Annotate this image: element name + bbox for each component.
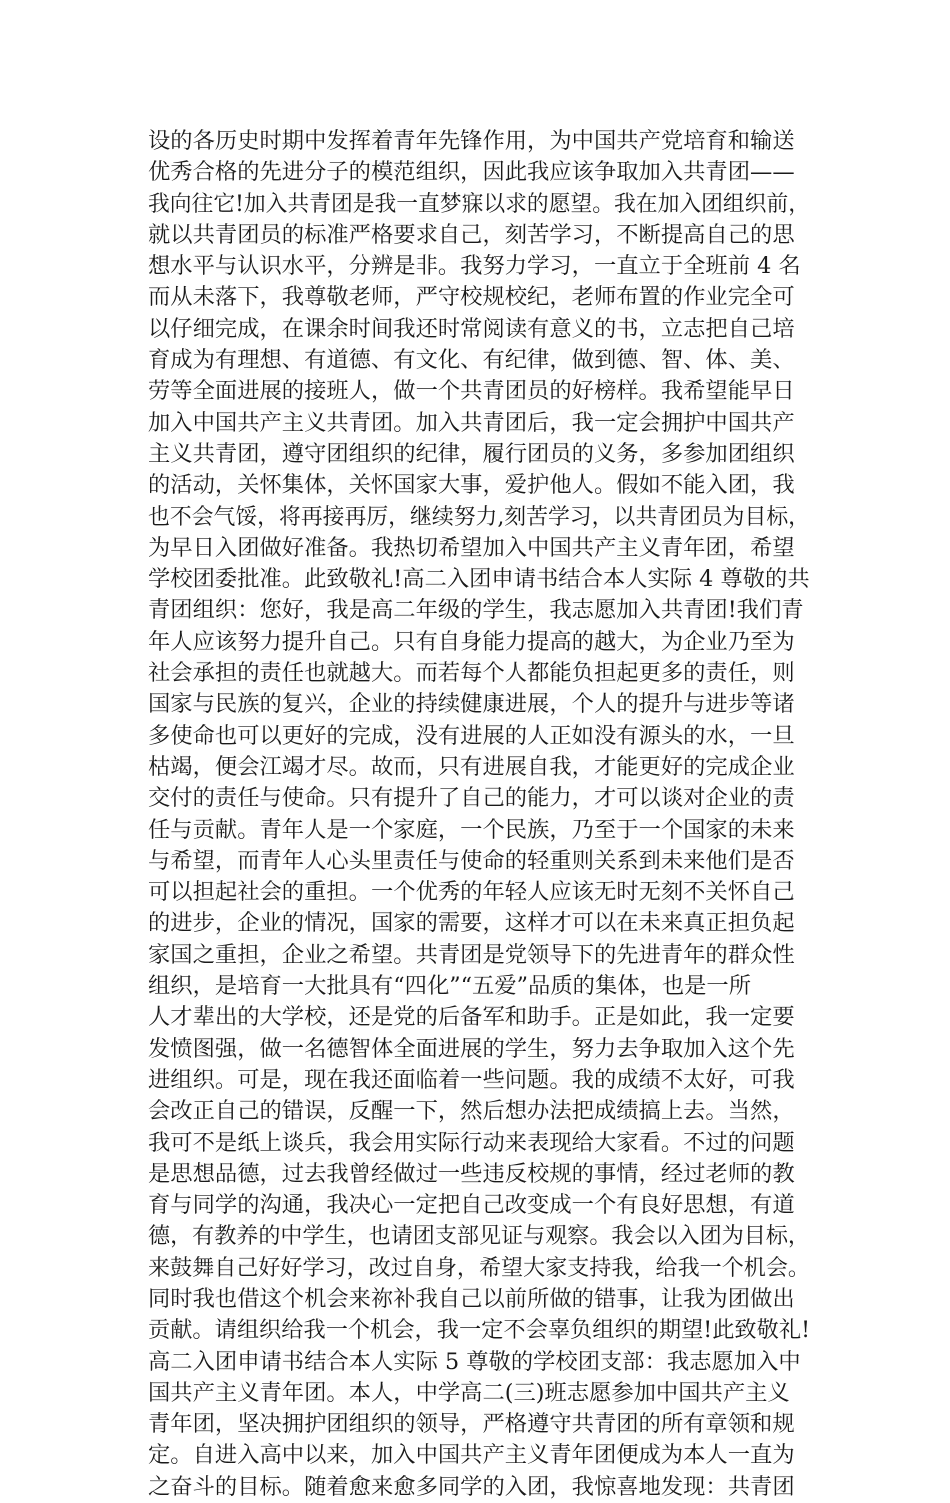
text-line: 育与同学的沟通，我决心一定把自己改变成一个有良好思想，有道 xyxy=(148,1192,795,1219)
text-line: 加入中国共产主义共青团。加入共青团后，我一定会拥护中国共产 xyxy=(148,409,795,436)
text-line: 想水平与认识水平，分辨是非。我努力学习，一直立于全班前 4 名 xyxy=(148,253,801,280)
text-line: 德，有教养的中学生，也请团支部见证与观察。我会以入团为目标， xyxy=(148,1223,810,1250)
text-line: 枯竭，便会江竭才尽。故而，只有进展自我，才能更好的完成企业 xyxy=(148,753,795,780)
text-line: 而从未落下，我尊敬老师，严守校规校纪，老师布置的作业完全可 xyxy=(148,284,795,311)
text-line: 人才辈出的大学校，还是党的后备军和助手。正是如此，我一定要 xyxy=(148,1004,795,1031)
text-line: 发愤图强，做一名德智体全面进展的学生，努力去争取加入这个先 xyxy=(148,1035,795,1062)
text-line: 多使命也可以更好的完成，没有进展的人正如没有源头的水，一旦 xyxy=(148,722,795,749)
text-line: 组织，是培育一大批具有“四化”“五爱”品质的集体，也是一所 xyxy=(148,973,752,1000)
text-line: 的活动，关怀集体，关怀国家大事，爱护他人。假如不能入团，我 xyxy=(148,472,795,499)
text-line: 青年团，坚决拥护团组织的领导，严格遵守共青团的所有章领和规 xyxy=(148,1411,795,1438)
text-line: 育成为有理想、有道德、有文化、有纪律，做到德、智、体、美、 xyxy=(148,347,795,374)
text-line: 进组织。可是，现在我还面临着一些问题。我的成绩不太好，可我 xyxy=(148,1066,795,1093)
text-line: 与希望，而青年人心头里责任与使命的轻重则关系到未来他们是否 xyxy=(148,847,795,874)
text-line: 以仔细完成，在课余时间我还时常阅读有意义的书，立志把自己培 xyxy=(148,315,795,342)
text-line: 任与贡献。青年人是一个家庭，一个民族，乃至于一个国家的未来 xyxy=(148,816,795,843)
text-line: 来鼓舞自己好好学习，改过自身，希望大家支持我，给我一个机会。 xyxy=(148,1254,810,1281)
text-line: 国家与民族的复兴，企业的持续健康进展，个人的提升与进步等诸 xyxy=(148,691,795,718)
text-line: 劳等全面进展的接班人，做一个共青团员的好榜样。我希望能早日 xyxy=(148,378,795,405)
text-line: 设的各历史时期中发挥着青年先锋作用，为中国共产党培育和输送 xyxy=(148,128,795,154)
text-line: 是思想品德，过去我曾经做过一些违反校规的事情，经过老师的教 xyxy=(148,1160,795,1187)
text-line: 高二入团申请书结合本人实际 5 尊敬的学校团支部：我志愿加入中 xyxy=(148,1348,801,1375)
text-line: 交付的责任与使命。只有提升了自己的能力，才可以谈对企业的责 xyxy=(148,785,795,812)
text-line: 家国之重担，企业之希望。共青团是党领导下的先进青年的群众性 xyxy=(148,941,795,968)
text-line: 贡献。请组织给我一个机会，我一定不会辜负组织的期望!此致敬礼! xyxy=(148,1317,810,1344)
text-line: 主义共青团，遵守团组织的纪律，履行团员的义务，多参加团组织 xyxy=(148,440,795,467)
text-line: 会改正自己的错误，反醒一下，然后想办法把成绩搞上去。当然， xyxy=(148,1098,795,1125)
text-line: 年人应该努力提升自己。只有自身能力提高的越大，为企业乃至为 xyxy=(148,628,795,655)
text-line: 青团组织：您好，我是高二年级的学生，我志愿加入共青团!我们青 xyxy=(148,597,804,624)
text-line: 社会承担的责任也就越大。而若每个人都能负担起更多的责任，则 xyxy=(148,660,795,687)
body-text xyxy=(148,126,808,1503)
text-line: 优秀合格的先进分子的模范组织，因此我应该争取加入共青团—— xyxy=(148,159,795,186)
text-line: 为早日入团做好准备。我热切希望加入中国共产主义青年团，希望 xyxy=(148,534,795,561)
text-line: 国共产主义青年团。本人，中学高二(三)班志愿参加中国共产主义 xyxy=(148,1379,790,1406)
text-line: 可以担起社会的重担。一个优秀的年轻人应该无时无刻不关怀自己 xyxy=(148,879,795,906)
text-line: 我可不是纸上谈兵，我会用实际行动来表现给大家看。不过的问题 xyxy=(148,1129,795,1156)
text-line: 就以共青团员的标准严格要求自己，刻苦学习，不断提高自己的思 xyxy=(148,221,795,248)
text-line: 学校团委批准。此致敬礼!高二入团申请书结合本人实际 4 尊敬的共 xyxy=(148,566,810,593)
text-line: 同时我也借这个机会来祢补我自己以前所做的错事，让我为团做出 xyxy=(148,1285,795,1312)
text-line: 定。自进入高中以来，加入中国共产主义青年团便成为本人一直为 xyxy=(148,1442,795,1469)
text-line: 也不会气馁，将再接再厉，继续努力,刻苦学习，以共青团员为目标， xyxy=(148,503,810,530)
text-line: 我向往它!加入共青团是我一直梦寐以求的愿望。我在加入团组织前， xyxy=(148,190,810,217)
text-line: 之奋斗的目标。随着愈来愈多同学的入团，我惊喜地发现：共青团 xyxy=(148,1473,795,1500)
text-line: 的进步，企业的情况，国家的需要，这样才可以在未来真正担负起 xyxy=(148,910,795,937)
